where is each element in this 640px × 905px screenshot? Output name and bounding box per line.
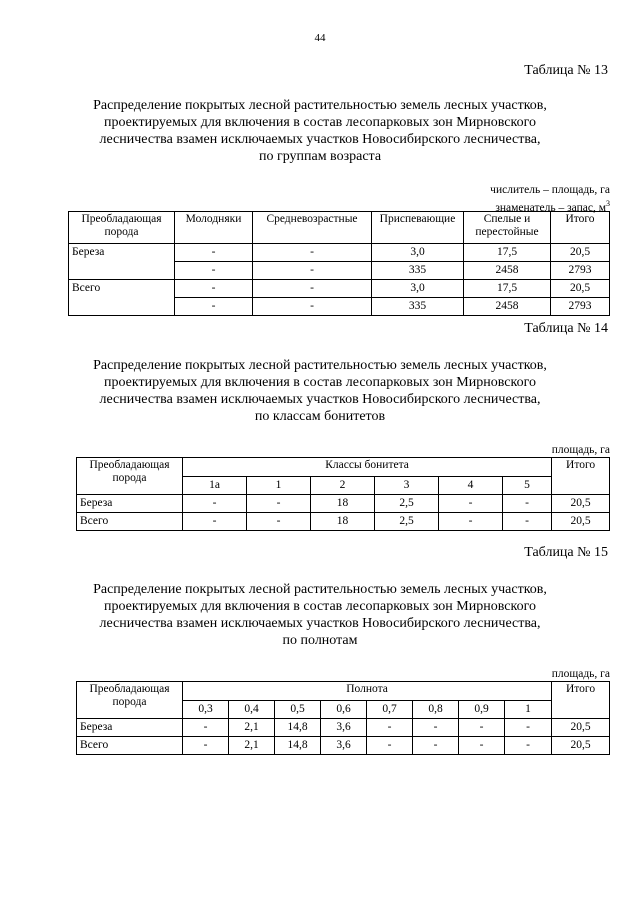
cell: 335 [372,262,464,280]
title-line: проектируемых для включения в состав лесопарковых зон Мирновского [104,115,536,130]
cell: 17,5 [464,244,551,262]
col-header: Приспевающие [372,212,464,244]
table-row [69,244,610,262]
table-14-units: площадь, га [551,444,610,456]
cell-total: 20,5 [552,737,610,755]
cell: - [175,298,253,316]
cell: - [459,719,505,737]
title-line: лесничества взамен исключаемых участков Новосибирского лесничества, [99,132,541,147]
cell: - [175,280,253,298]
cell: - [183,495,247,513]
cell: - [247,495,311,513]
cell: 335 [372,298,464,316]
cell: - [503,495,552,513]
cell: 2,1 [229,737,275,755]
subheader-cell: 1 [505,701,552,719]
cell: 3,6 [321,737,367,755]
table-header-row [77,682,610,701]
cell: 18 [311,513,375,531]
site-class-table [76,457,610,531]
cell: - [367,737,413,755]
row-label: Береза [77,495,183,513]
cell: 17,5 [464,280,551,298]
col-header-total: Итого [552,458,610,495]
col-header-total: Итого [552,682,610,719]
cell: - [175,262,253,280]
cell: - [505,737,552,755]
cell-total: 20,5 [552,513,610,531]
title-line: по группам возраста [258,149,382,164]
cell: - [175,244,253,262]
title-line: проектируемых для включения в состав лесопарковых зон Мирновского [104,375,536,390]
subheader-cell: 1 [247,477,311,495]
subheader-cell: 2 [311,477,375,495]
table-row [77,719,610,737]
col-header-species: Преобладающая порода [77,682,183,719]
cell: 3,0 [372,244,464,262]
cell: - [439,495,503,513]
subheader-cell: 0,5 [275,701,321,719]
cell: 2,1 [229,719,275,737]
page-number: 44 [314,32,326,44]
title-line: Распределение покрытых лесной растительностью земель лесных участков, [93,358,547,373]
title-line: по классам бонитетов [254,409,386,424]
cell-total: 20,5 [552,719,610,737]
table-row [77,495,610,513]
row-label: Всего [77,513,183,531]
cell: - [413,737,459,755]
cell: - [253,262,372,280]
table-row [77,737,610,755]
table-row [69,262,610,280]
cell: 3,6 [321,719,367,737]
subheader-cell: 0,6 [321,701,367,719]
cell: 2793 [551,298,610,316]
subheader-cell: 3 [375,477,439,495]
title-line: проектируемых для включения в состав лесопарковых зон Мирновского [104,599,536,614]
table-row [69,280,610,298]
table-14-title [40,357,600,425]
cell: 20,5 [551,244,610,262]
cell: 2,5 [375,495,439,513]
table-14-caption: Таблица № 14 [524,321,608,336]
row-label-blank [69,298,175,316]
cell: - [459,737,505,755]
table-header-row [69,212,610,244]
cell: - [183,719,229,737]
title-line: по полнотам [282,633,358,648]
cell: - [503,513,552,531]
subheader-cell: 0,7 [367,701,413,719]
row-label: Всего [69,280,175,298]
col-header-species: Преобладающая порода [77,458,183,495]
col-header-group: Полнота [183,682,552,701]
title-line: Распределение покрытых лесной растительностью земель лесных участков, [93,582,547,597]
cell: 14,8 [275,737,321,755]
density-table [76,681,610,755]
cell: 3,0 [372,280,464,298]
table-13-caption: Таблица № 13 [524,63,608,78]
cell-total: 20,5 [552,495,610,513]
table-13-title [40,97,600,165]
col-header-group: Классы бонитета [183,458,552,477]
col-header: Средневозрастные [253,212,372,244]
table-header-row [77,458,610,477]
units-numerator: числитель – площадь, га [490,184,610,196]
table-15-units: площадь, га [551,668,610,680]
row-label-blank [69,262,175,280]
age-group-table [68,211,610,316]
cell: - [183,513,247,531]
cell: 2458 [464,298,551,316]
cell: - [439,513,503,531]
subheader-cell: 4 [439,477,503,495]
col-header: Преобладающая порода [69,212,175,244]
subheader-cell: 0,3 [183,701,229,719]
table-15-title [40,581,600,649]
col-header: Молодняки [175,212,253,244]
table-row [77,513,610,531]
col-header: Спелые и перестойные [464,212,551,244]
cell: - [253,280,372,298]
cell: 20,5 [551,280,610,298]
subheader-cell: 1а [183,477,247,495]
cell: - [505,719,552,737]
row-label: Береза [77,719,183,737]
cell: 14,8 [275,719,321,737]
col-header: Итого [551,212,610,244]
title-line: лесничества взамен исключаемых участков Новосибирского лесничества, [99,616,541,631]
title-line: Распределение покрытых лесной растительностью земель лесных участков, [93,98,547,113]
cell: - [367,719,413,737]
cell: 2793 [551,262,610,280]
cell: 18 [311,495,375,513]
cell: - [413,719,459,737]
cell: - [247,513,311,531]
cell: - [253,244,372,262]
cell: 2,5 [375,513,439,531]
subheader-cell: 5 [503,477,552,495]
row-label: Береза [69,244,175,262]
subheader-cell: 0,4 [229,701,275,719]
title-line: лесничества взамен исключаемых участков Новосибирского лесничества, [99,392,541,407]
units-denominator: знаменатель – запас, $м^3$ [495,199,610,214]
table-15-caption: Таблица № 15 [524,545,608,560]
cell: - [253,298,372,316]
cell: - [183,737,229,755]
row-label: Всего [77,737,183,755]
table-row [69,298,610,316]
cell: 2458 [464,262,551,280]
subheader-cell: 0,8 [413,701,459,719]
subheader-cell: 0,9 [459,701,505,719]
